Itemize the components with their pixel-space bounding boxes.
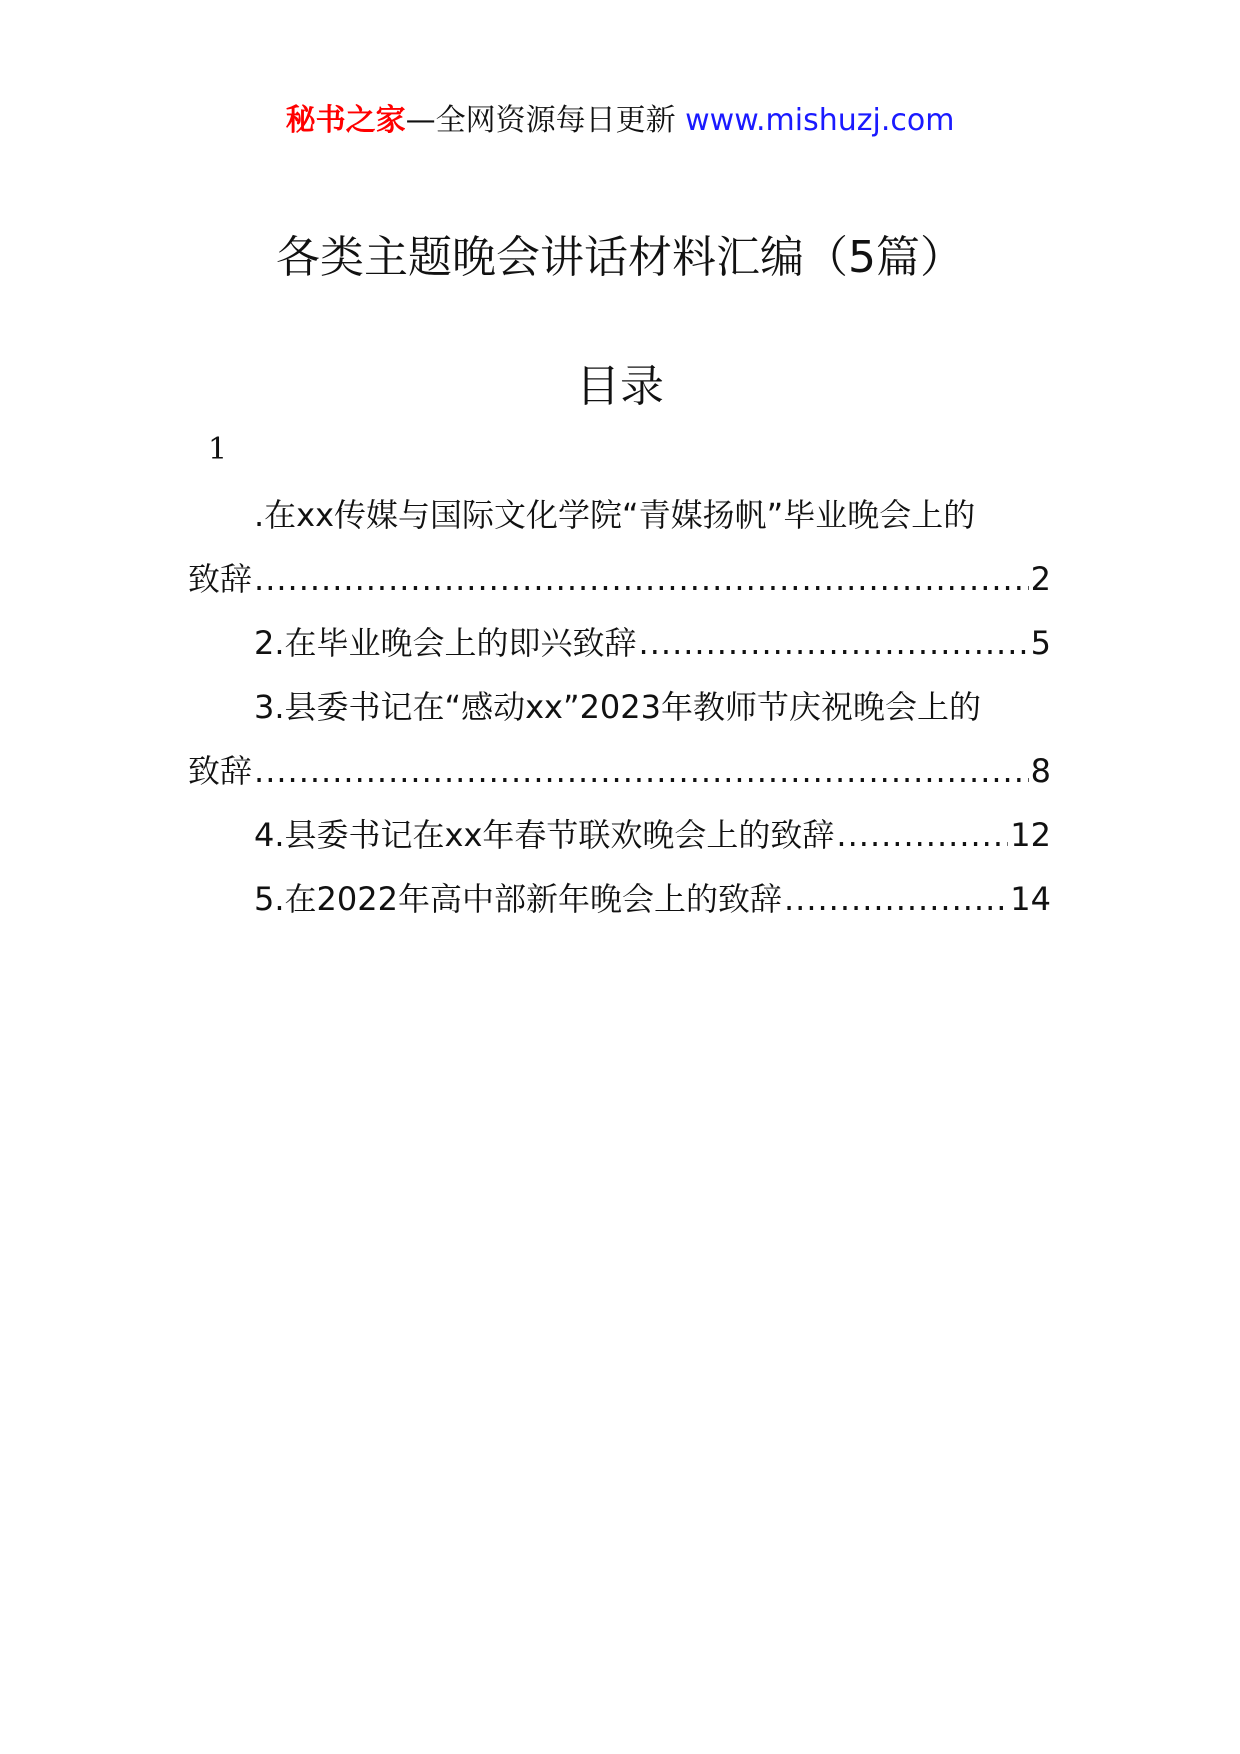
dot-leader xyxy=(639,611,1029,675)
toc-item-1-line-1[interactable] xyxy=(188,483,1051,547)
table-of-contents xyxy=(188,483,1051,931)
toc-item-5[interactable] xyxy=(188,867,1051,931)
toc-item-4-title: 4.县委书记在xx年春节联欢晚会上的致辞 xyxy=(254,816,835,854)
toc-item-5-page: 14 xyxy=(1010,880,1051,918)
toc-item-3-line-1[interactable] xyxy=(188,675,1051,739)
dot-leader xyxy=(784,867,1008,931)
toc-heading: 目录 xyxy=(576,361,664,412)
header-tagline: —全网资源每日更新 xyxy=(405,103,676,138)
toc-item-1-page: 2 xyxy=(1030,560,1051,598)
toc-item-3-title-continued: 致辞 xyxy=(188,752,253,790)
toc-item-1-title-continued: 致辞 xyxy=(188,560,253,598)
toc-item-2-page: 5 xyxy=(1030,624,1051,662)
dot-leader xyxy=(254,739,1029,803)
dot-leader xyxy=(836,803,1008,867)
list-marker: 1 xyxy=(208,432,228,467)
toc-item-1-title: .在xx传媒与国际文化学院“青媒扬帆”毕业晚会上的 xyxy=(254,496,976,534)
toc-item-4-page: 12 xyxy=(1010,816,1051,854)
toc-item-2-title: 2.在毕业晚会上的即兴致辞 xyxy=(254,624,637,662)
site-url-link[interactable]: www.mishuzj.com xyxy=(685,103,955,138)
dot-leader xyxy=(254,547,1029,611)
toc-item-3-title: 3.县委书记在“感动xx”2023年教师节庆祝晚会上的 xyxy=(254,688,982,726)
site-header xyxy=(0,100,1240,142)
toc-item-3-page: 8 xyxy=(1030,752,1051,790)
toc-item-4[interactable] xyxy=(188,803,1051,867)
toc-item-5-title: 5.在2022年高中部新年晚会上的致辞 xyxy=(254,880,782,918)
brand-name: 秘书之家 xyxy=(285,103,406,138)
toc-item-3-line-2[interactable] xyxy=(188,739,1051,803)
toc-item-1-line-2[interactable] xyxy=(188,547,1051,611)
document-title: 各类主题晚会讲话材料汇编（5篇） xyxy=(276,232,964,283)
toc-item-2[interactable] xyxy=(188,611,1051,675)
